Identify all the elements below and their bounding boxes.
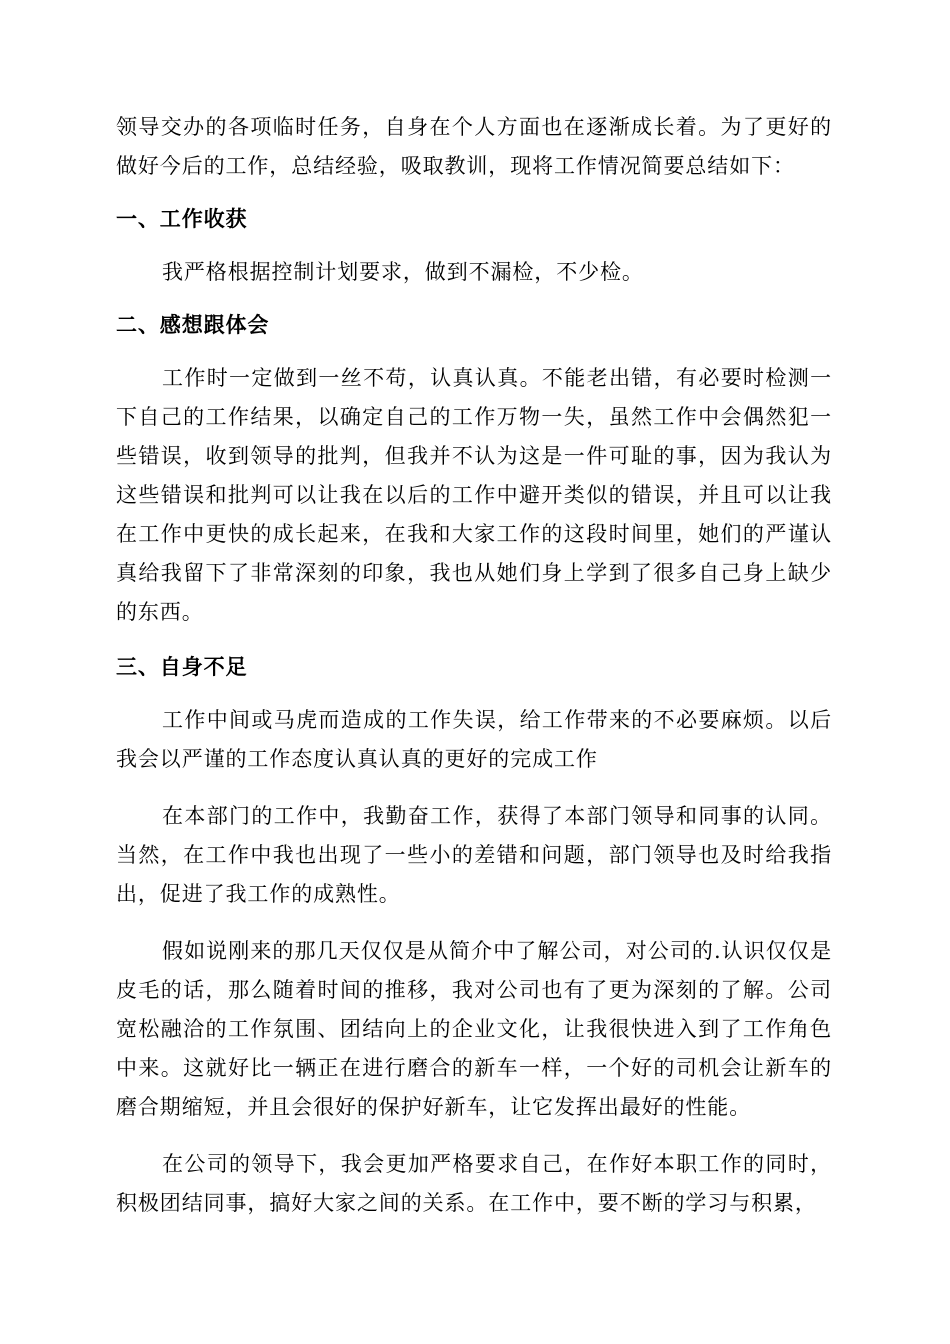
paragraph-shortcomings: 工作中间或马虎而造成的工作失误，给工作带来的不必要麻烦。以后我会以严谨的工作态度认真认真的更好的完成工作 (116, 708, 832, 771)
document-body (116, 108, 832, 1223)
paragraph-gains: 我严格根据控制计划要求，做到不漏检，不少检。 (162, 260, 644, 284)
paragraph-department-work: 在本部门的工作中，我勤奋工作，获得了本部门领导和同事的认同。当然，在工作中我也出现了一些小的差错和问题，部门领导也及时给我指出，促进了我工作的成熟性。 (116, 804, 832, 906)
paragraph-future-plan: 在公司的领导下，我会更加严格要求自己，在作好本职工作的同时，积极团结同事，搞好大家之间的关系。在工作中，要不断的学习与积累， (116, 1152, 832, 1215)
section-heading-shortcomings: 三、自身不足 (116, 655, 248, 679)
section-heading-gains: 一、工作收获 (116, 207, 248, 231)
paragraph-reflections: 工作时一定做到一丝不苟，认真认真。不能老出错，有必要时检测一下自己的工作结果，以确定自己的工作万物一失，虽然工作中会偶然犯一些错误，收到领导的批判，但我并不认为这是一件可耻的事，因为我认为这些错误和批判可以让我在以后的工作中避开类似的错误，并且可以让我在工作中更快的成长起来，在我和大家工作的这段时间里，她们的严谨认真给我留下了非常深刻的印象，我也从她们身上学到了很多自己身上缺少的东西。 (116, 366, 832, 624)
paragraph-company-understanding: 假如说刚来的那几天仅仅是从简介中了解公司，对公司的.认识仅仅是皮毛的话，那么随着时间的推移，我对公司也有了更为深刻的了解。公司宽松融洽的工作氛围、团结向上的企业文化，让我很快进入到了工作角色中来。这就好比一辆正在进行磨合的新车一样，一个好的司机会让新车的磨合期缩短，并且会很好的保护好新车，让它发挥出最好的性能。 (116, 939, 832, 1119)
section-heading-reflections: 二、感想跟体会 (116, 313, 270, 337)
paragraph-intro: 领导交办的各项临时任务，自身在个人方面也在逐渐成长着。为了更好的做好今后的工作，总结经验，吸取教训，现将工作情况简要总结如下： (116, 115, 832, 178)
